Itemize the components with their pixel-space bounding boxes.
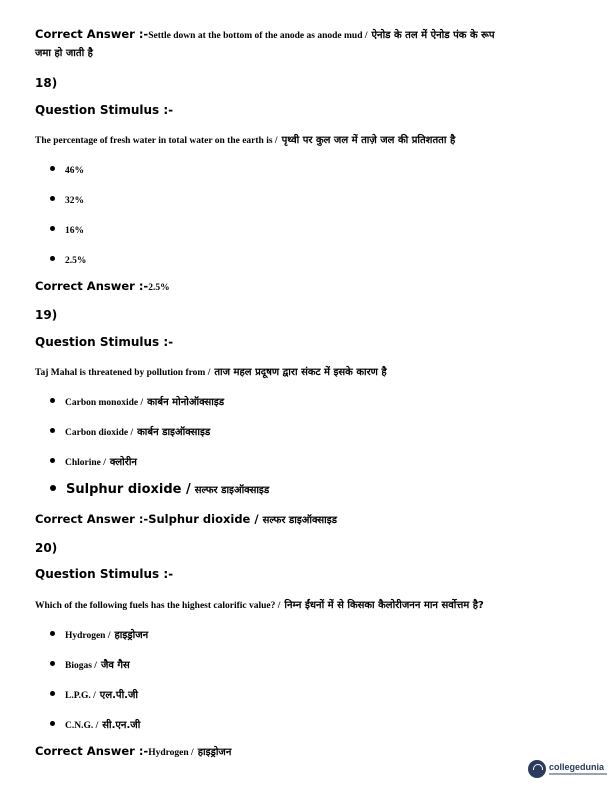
answer-label: Correct Answer :- [35, 744, 149, 758]
option-item: 46% [50, 160, 84, 178]
question-text-en: Taj Mahal is threatened by pollution from / [35, 368, 211, 378]
bullet-icon [50, 485, 56, 491]
question-number: 19) [35, 308, 58, 322]
question-text-en: Which of the following fuels has the highest calorific value? / [35, 601, 281, 611]
bullet-icon [50, 166, 55, 171]
correct-answer [35, 510, 337, 528]
question-text-en: The percentage of fresh water in total water on the earth is / [35, 136, 278, 146]
option-item: Biogas / जैव गैस [50, 655, 130, 673]
answer-label: Correct Answer :- [35, 27, 149, 41]
option-item: Hydrogen / हाइड्रोजन [50, 625, 148, 643]
option-item: 16% [50, 220, 84, 238]
bullet-icon [50, 398, 55, 403]
question-text-hi: निम्न ईंधनों में से किसका कैलोरीजनन मान सर्वोत्तम है? [284, 600, 484, 611]
question-number: 20) [35, 541, 58, 555]
collegedunia-logo [528, 760, 608, 786]
question-text [35, 362, 605, 380]
previous-correct-answer [35, 26, 595, 62]
answer-text-en: Settle down at the bottom of the anode as anode mud / [148, 31, 368, 41]
option-item: L.P.G. / एल.पी.जी [50, 685, 138, 703]
bullet-icon [50, 428, 55, 433]
option-item-correct: Sulphur dioxide / सल्फर डाइऑक्साइड [50, 480, 269, 498]
bullet-icon [50, 458, 55, 463]
bullet-icon [50, 661, 55, 666]
question-text [35, 595, 605, 613]
bullet-icon [50, 691, 55, 696]
logo-tagline-bar [549, 773, 607, 775]
answer-value-en: Sulphur dioxide / [148, 512, 259, 526]
correct-answer [35, 277, 170, 295]
answer-value-hi: सल्फर डाइऑक्साइड [262, 515, 337, 526]
bullet-icon [50, 631, 55, 636]
question-stimulus-label: Question Stimulus :- [35, 567, 174, 581]
logo-text: collegedunia [549, 762, 605, 772]
correct-answer [35, 742, 231, 760]
question-text-hi: पृथ्वी पर कुल जल में ताज़े जल की प्रतिशतता है [281, 135, 456, 146]
answer-text-hi: ऐनोड के तल में ऐनोड पंक के रूप [371, 30, 495, 41]
answer-value-en: Hydrogen / [148, 748, 194, 758]
option-item: Carbon monoxide / कार्बन मोनोऑक्साइड [50, 392, 224, 410]
bullet-icon [50, 226, 55, 231]
option-item: 32% [50, 190, 84, 208]
answer-text-hi-cont: जमा हो जाती है [35, 48, 93, 59]
option-item: 2.5% [50, 250, 86, 268]
answer-value-hi: हाइड्रोजन [197, 747, 232, 758]
graduation-cap-icon [528, 760, 546, 778]
answer-label: Correct Answer :- [35, 512, 149, 526]
question-stimulus-label: Question Stimulus :- [35, 335, 174, 349]
bullet-icon [50, 256, 55, 261]
question-stimulus-label: Question Stimulus :- [35, 103, 174, 117]
bullet-icon [50, 721, 55, 726]
option-item: C.N.G. / सी.एन.जी [50, 715, 140, 733]
question-number: 18) [35, 76, 58, 90]
answer-label: Correct Answer :- [35, 279, 149, 293]
bullet-icon [50, 196, 55, 201]
answer-value: 2.5% [148, 283, 170, 293]
question-text [35, 130, 605, 148]
option-item: Chlorine / क्लोरीन [50, 452, 137, 470]
question-text-hi: ताज महल प्रदूषण द्वारा संकट में इसके कारण है [214, 367, 387, 378]
option-item: Carbon dioxide / कार्बन डाइऑक्साइड [50, 422, 210, 440]
